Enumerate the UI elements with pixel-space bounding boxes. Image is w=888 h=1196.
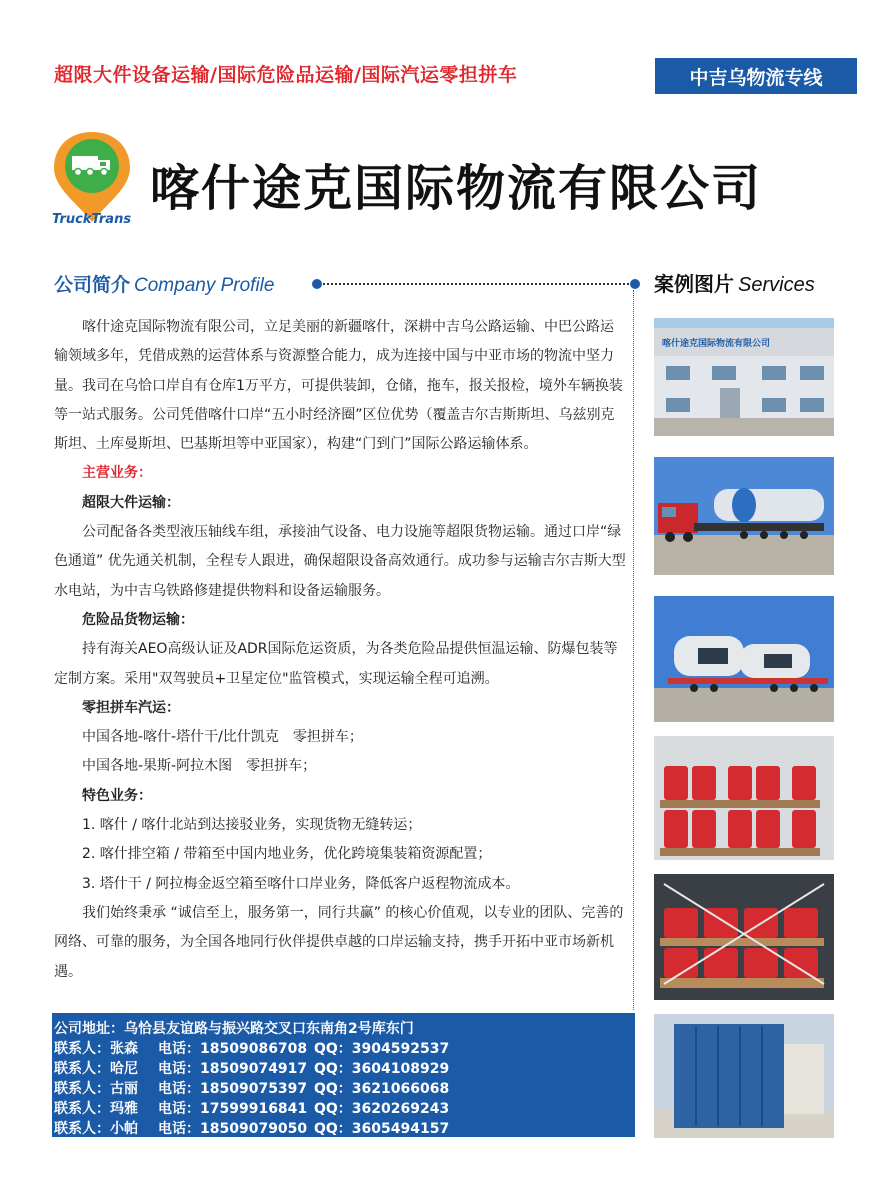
contact-name: 联系人：小帕 — [54, 1121, 138, 1137]
strapped-barrels-photo — [654, 874, 834, 1000]
divider-dot-left — [312, 279, 322, 289]
contact-row — [54, 1099, 635, 1119]
contact-name: 联系人：张森 — [54, 1041, 138, 1057]
main-business-label: 主营业务： — [82, 465, 152, 482]
intro-paragraph: 喀什途克国际物流有限公司，立足美丽的新疆喀什，深耕中吉乌公路运输、中巴公路运输领域多年，凭借成熟的运营体系与资源整合能力，成为连接中国与中亚市场的物流中坚力量。我司在乌恰口岸自有仓库1万平方，可提供装卸，仓储，拖车，报关报检，境外车辆换装等一站式服务。公司凭借喀什口岸“五小时经济圈”区位优势（覆盖吉尔吉斯斯坦、乌兹别克斯坦、土库曼斯坦、巴基斯坦等中亚国家），构建“门到门”国际公路运输体系。 — [54, 319, 623, 453]
contact-name: 联系人：哈尼 — [54, 1061, 138, 1077]
profile-content — [54, 313, 627, 987]
hazmat-paragraph: 持有海关AEO高级认证及ADR国际危运资质，为各类危险品提供恒温运输、防爆包装等定制方案。采用"双驾驶员+卫星定位"监管模式，实现运输全程可追溯。 — [54, 641, 618, 687]
contact-phone: 电话：18509086708 — [158, 1041, 308, 1057]
tagline: 超限大件设备运输/国际危险品运输/国际汽运零担拼车 — [54, 64, 518, 86]
contact-qq: QQ：3621066068 — [314, 1081, 450, 1097]
special-item-2: 2. 喀什排空箱 / 带箱至中国内地业务，优化跨境集装箱资源配置； — [82, 846, 492, 863]
contact-qq: QQ：3904592537 — [314, 1041, 450, 1057]
building-photo — [654, 318, 834, 436]
contact-phone: 电话：17599916841 — [158, 1101, 308, 1117]
contact-name: 联系人：玛雅 — [54, 1101, 138, 1117]
container-photo — [654, 1014, 834, 1138]
hazmat-label: 危险品货物运输： — [82, 611, 194, 628]
profile-heading-en: Company Profile — [134, 275, 275, 296]
capsule-truck-photo — [654, 596, 834, 722]
ltl-route-1: 中国各地-喀什-塔什干/比什凯克 零担拼车； — [82, 729, 363, 746]
logo-text: TruckTrans — [52, 212, 132, 227]
column-divider — [633, 290, 634, 1010]
profile-divider — [315, 283, 637, 285]
contact-qq: QQ：3605494157 — [314, 1121, 450, 1137]
contact-row — [54, 1079, 635, 1099]
divider-dot-right — [630, 279, 640, 289]
company-name: 喀什途克国际物流有限公司 — [150, 160, 763, 217]
tank-truck-photo — [654, 457, 834, 575]
services-heading — [654, 268, 815, 297]
red-barrels-photo — [654, 736, 834, 860]
contact-qq: QQ：3620269243 — [314, 1101, 450, 1117]
contact-row — [54, 1119, 635, 1139]
profile-heading — [54, 270, 274, 297]
contact-row — [54, 1039, 635, 1059]
oversize-paragraph: 公司配备各类型液压轴线车组，承接油气设备、电力设施等超限货物运输。通过口岸“绿色通道” 优先通关机制，全程专人跟进，确保超限设备高效通行。成功参与运输吉尔吉斯大型水电站，为中吉乌铁路修建提供物料和设备运输服务。 — [54, 524, 626, 599]
building-sign-text: 喀什途克国际物流有限公司 — [662, 339, 771, 349]
contact-phone: 电话：18509075397 — [158, 1081, 308, 1097]
route-badge: 中吉乌物流专线 — [655, 58, 857, 94]
contact-name: 联系人：古丽 — [54, 1081, 138, 1097]
special-item-1: 1. 喀什 / 喀什北站到达接驳业务，实现货物无缝转运； — [82, 817, 422, 834]
ltl-route-2: 中国各地-果斯-阿拉木图 零担拼车； — [82, 758, 317, 775]
oversize-label: 超限大件运输： — [82, 494, 180, 511]
special-item-3: 3. 塔什干 / 阿拉梅金返空箱至喀什口岸业务，降低客户返程物流成本。 — [82, 875, 520, 892]
address: 公司地址：乌恰县友谊路与振兴路交叉口东南角2号库东门 — [54, 1021, 414, 1037]
services-heading-cn: 案例图片 — [654, 272, 734, 296]
contact-footer — [52, 1013, 635, 1137]
services-heading-en: Services — [738, 274, 815, 296]
special-label: 特色业务： — [82, 787, 152, 804]
closing-paragraph: 我们始终秉承 “诚信至上，服务第一，同行共赢” 的核心价值观，以专业的团队、完善的网络、可靠的服务，为全国各地同行伙伴提供卓越的口岸运输支持，携手开拓中亚市场新机遇。 — [54, 904, 624, 980]
contact-row — [54, 1059, 635, 1079]
contact-phone: 电话：18509074917 — [158, 1061, 308, 1077]
ltl-label: 零担拼车汽运： — [82, 699, 180, 716]
contact-phone: 电话：18509079050 — [158, 1121, 308, 1137]
profile-heading-cn: 公司简介 — [54, 274, 131, 296]
contact-qq: QQ：3604108929 — [314, 1061, 450, 1077]
